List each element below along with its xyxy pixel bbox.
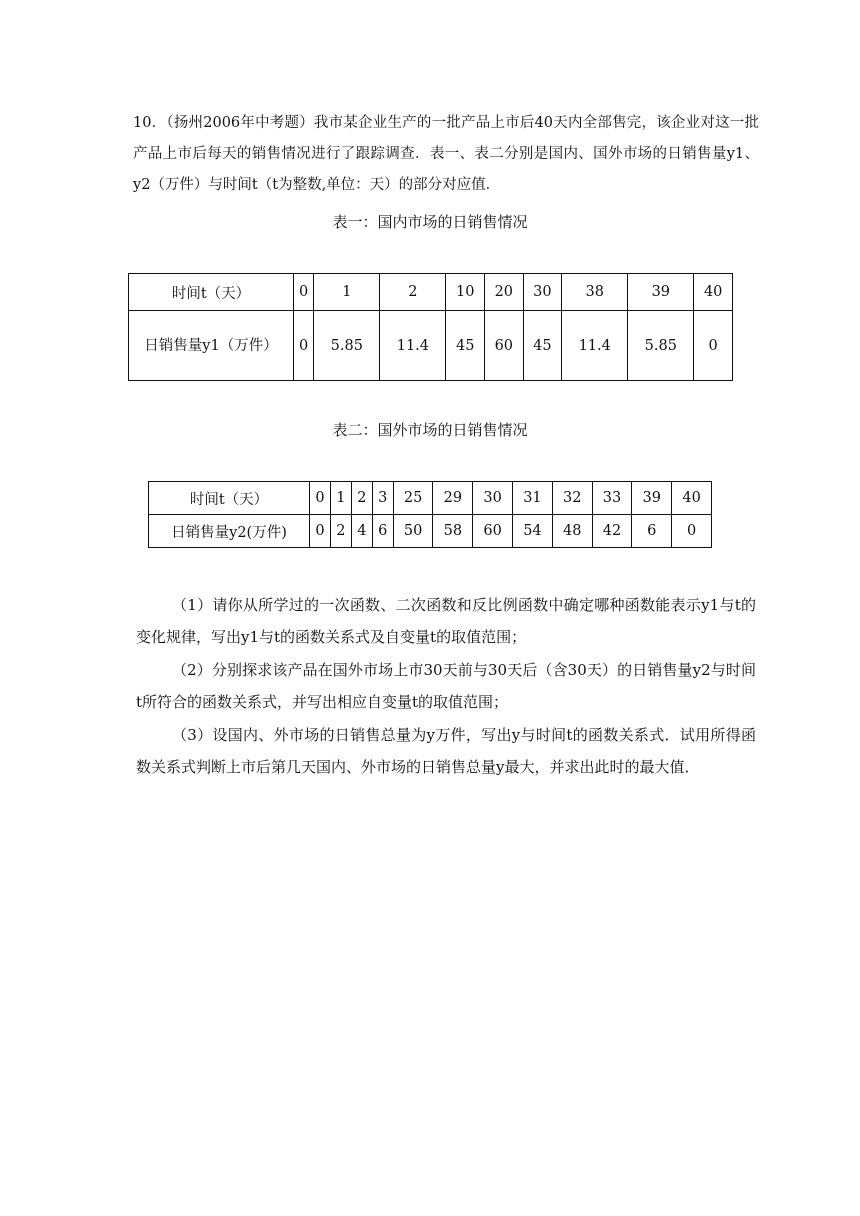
table1-time-row (129, 274, 733, 311)
table1-time-cell: 40 (694, 274, 733, 311)
table1-sales-cell: 45 (523, 311, 562, 381)
table1-time-cell: 30 (523, 274, 562, 311)
table2-time-cell: 31 (513, 482, 553, 515)
question-3: （3）设国内、外市场的日销售总量为y万件，写出y与时间t的函数关系式．试用所得函数关系式判断上市后第几天国内、外市场的日销售总量y最大，并求出此时的最大值． (136, 725, 756, 777)
table2-time-row (149, 482, 712, 515)
problem-intro: 10．（扬州2006年中考题）我市某企业生产的一批产品上市后40天内全部售完，该企业对这一批产品上市后每天的销售情况进行了跟踪调查．表一、表二分别是国内、国外市场的日销售量y1、y2（万件）与时间t（t为整数,单位：天）的部分对应值． (133, 115, 759, 193)
table2-time-cell: 0 (310, 482, 331, 515)
table2-sales-cell: 4 (351, 515, 372, 548)
questions-section (136, 589, 756, 783)
table2-sales-cell: 6 (372, 515, 393, 548)
table1-sales-label: 日销售量y1（万件） (129, 311, 294, 381)
table2-time-cell: 2 (351, 482, 372, 515)
table1-time-label: 时间t（天） (129, 274, 294, 311)
table2-time-cell: 25 (393, 482, 433, 515)
domestic-sales-table (128, 273, 733, 381)
table1-sales-cell: 0 (694, 311, 733, 381)
table1-time-cell: 1 (314, 274, 380, 311)
table1-sales-row (129, 311, 733, 381)
table2-time-cell: 40 (672, 482, 712, 515)
table2-sales-row (149, 515, 712, 548)
foreign-sales-table (148, 481, 712, 548)
question-1: （1）请你从所学过的一次函数、二次函数和反比例函数中确定哪种函数能表示y1与t的变化规律，写出y1与t的函数关系式及自变量t的取值范围； (136, 596, 756, 647)
table2-time-cell: 32 (552, 482, 592, 515)
table2-sales-cell: 0 (310, 515, 331, 548)
table1-sales-cell: 5.85 (314, 311, 380, 381)
table2-sales-label: 日销售量y2(万件) (149, 515, 310, 548)
table1-time-cell: 0 (294, 274, 314, 311)
table2-time-cell: 29 (433, 482, 473, 515)
table2-time-cell: 1 (330, 482, 351, 515)
table1-sales-cell: 0 (294, 311, 314, 381)
table1-sales-cell: 60 (485, 311, 524, 381)
table2-sales-cell: 0 (672, 515, 712, 548)
table1-time-cell: 10 (446, 274, 485, 311)
table1-time-cell: 2 (380, 274, 446, 311)
table2-sales-cell: 42 (592, 515, 632, 548)
table2-sales-cell: 50 (393, 515, 433, 548)
table2-time-cell: 33 (592, 482, 632, 515)
table1-caption: 表一：国内市场的日销售情况 (332, 213, 528, 231)
table2-sales-cell: 54 (513, 515, 553, 548)
table1-sales-cell: 11.4 (380, 311, 446, 381)
table2-caption: 表二：国外市场的日销售情况 (332, 421, 528, 439)
question-2: （2）分别探求该产品在国外市场上市30天前与30天后（含30天）的日销售量y2与时间t所符合的函数关系式，并写出相应自变量t的取值范围； (136, 660, 756, 712)
table2-sales-cell: 58 (433, 515, 473, 548)
table2-sales-cell: 48 (552, 515, 592, 548)
table1-sales-cell: 11.4 (562, 311, 628, 381)
table2-sales-cell: 6 (632, 515, 672, 548)
table2-time-cell: 30 (473, 482, 513, 515)
table2-time-label: 时间t（天） (149, 482, 310, 515)
table2-time-cell: 3 (372, 482, 393, 515)
table1-time-cell: 38 (562, 274, 628, 311)
table2-sales-cell: 60 (473, 515, 513, 548)
table1-time-cell: 20 (485, 274, 524, 311)
table1-time-cell: 39 (628, 274, 694, 311)
table1-sales-cell: 45 (446, 311, 485, 381)
table1-sales-cell: 5.85 (628, 311, 694, 381)
table2-sales-cell: 2 (330, 515, 351, 548)
table2-time-cell: 39 (632, 482, 672, 515)
